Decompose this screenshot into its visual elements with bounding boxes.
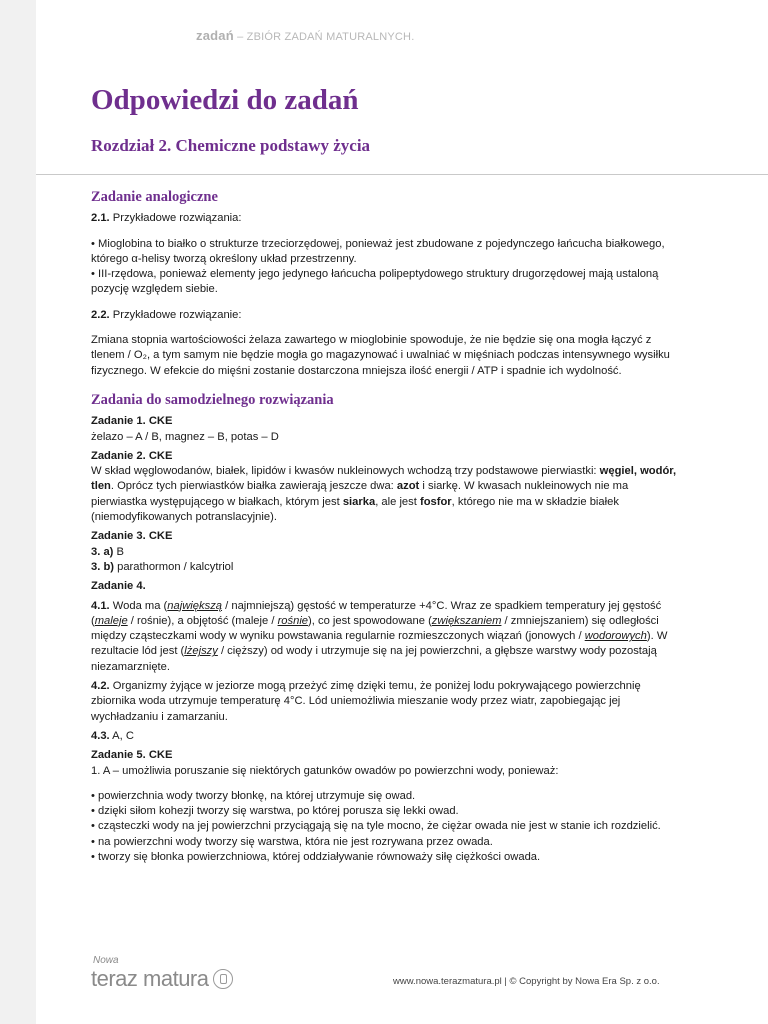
header-divider [36,174,768,175]
answer-number: 4.3. [91,729,110,742]
task-title-text: Zadanie 5. CKE [91,749,173,762]
text-run: / rośnie), a objętość (maleje / [127,614,278,627]
text-run: W skład węglowodanów, białek, lipidów i kwasów nukleinowych wchodzą trzy podstawowe pierwiastki: [91,465,600,478]
answer-2-1-label [91,211,681,226]
answer-number: 2.2. [91,308,110,321]
lightbulb-icon [213,969,233,989]
task-3-title [91,529,681,544]
bold-term: siarka [342,495,376,508]
answer-2-1-bullet: • III-rzędowa, ponieważ elementy jego jedynego łańcucha polipeptydowego struktury drugorzędowej mają ustaloną pozycję względem siebie. [91,268,659,296]
bold-term: azot [396,480,420,493]
task-4-title [91,579,681,594]
task-title-text: Zadanie 4. [91,580,146,593]
logo-small-text: Nowa [93,955,119,966]
answer-2-2-text: Zmiana stopnia wartościowości żelaza zawartego w mioglobinie spowoduje, że nie będzie się ona mogła łączyć z tlenem / O₂, a tym samym nie będzie mogła go magazynować i uwalniać w mięśniach podczas intensywnego wysiłku fizycznego. W efekcie do mięśni zostanie dostarczona mniejsza ilość energii / ATP i spadnie ich wydolność. [91,334,670,377]
task-2-title [91,449,681,464]
task-3a-answer [91,545,681,560]
task-5-intro: 1. A – umożliwia poruszanie się niektórych gatunków owadów po powierzchni wody, ponieważ: [91,764,559,777]
footer-copyright: www.nowa.terazmatura.pl | © Copyright by Nowa Era Sp. z o.o. [393,976,660,987]
header-subtitle: – ZBIÓR ZADAŃ MATURALNYCH. [233,31,415,43]
task-5-bullet: • cząsteczki wody na jej powierzchni przyciągają się na tyle mocno, że ciężar owada nie jest w stanie ich rozdzielić. [91,820,661,833]
running-header [196,28,414,43]
logo-main-text: teraz matura [91,966,209,991]
task-title-text: Zadanie 1. CKE [91,415,173,428]
publisher-logo [91,955,233,992]
text-run: Woda ma ( [109,599,168,612]
answer-number: 3. b) [91,560,114,573]
page-title: Odpowiedzi do zadań [91,84,359,116]
section-heading-independent: Zadania do samodzielnego rozwiązania [91,391,334,408]
bold-term: węgiel, wodór, tlen [91,465,677,493]
header-brand: zadań [196,28,234,43]
task-5-title [91,748,681,763]
section-heading-analogous: Zadanie analogiczne [91,189,218,205]
text-run: / zmniejszaniem) się odległości między cząsteczkami wody w wyniku powstawania regularnie rozmieszczonych wiązań (jonowych / [91,614,659,643]
answer-number: 4.2. [91,680,110,693]
text-run: ). W rezultacie lód jest ( [91,630,668,658]
answers-content [91,190,681,865]
selected-option: lżejszy [184,645,218,658]
task-1-title [91,414,681,429]
selected-option: maleje [94,614,128,627]
left-margin-strip [0,0,36,1024]
task-3b-answer [91,560,681,575]
answer-2-1-bullet: • Mioglobina to białko o strukturze trzeciorzędowej, ponieważ jest zbudowane z pojedynczego łańcucha białkowego, którego α-helisy tworzą określony układ przestrzenny. [91,237,665,265]
answer-number: 3. a) [91,545,114,558]
task-title-text: Zadanie 3. CKE [91,530,173,543]
answer-2-2-label [91,308,681,323]
answer-text: parathormon / kalcytriol [114,560,234,573]
task-4-3-answer [91,729,681,744]
answer-label: Przykładowe rozwiązanie: [109,308,242,321]
document-page [36,0,768,1024]
text-run: / cięższy) od wody i utrzymuje się na jej powierzchni, a głębsze warstwy wody pozostają niezamarznięte. [91,645,657,673]
task-4-1-answer [91,599,681,675]
task-5-bullet: • powierzchnia wody tworzy błonkę, na której utrzymuje się owad. [91,789,416,802]
text-run: , którego nie ma w składzie białek (niemodyfikowanych potranslacyjnie). [91,495,619,524]
answer-text: A, C [109,729,134,742]
text-run: / najmniejszą) gęstość w temperaturze +4°C. Wraz ze spadkiem temperatury jej gęstość ( [91,599,662,627]
task-4-2-answer [91,679,681,725]
selected-option: rośnie [277,614,309,627]
task-title-text: Zadanie 2. CKE [91,449,173,462]
selected-option: zwiększaniem [431,614,502,627]
text-run: i siarkę. W kwasach nukleinowych nie ma pierwiastka występującego w białkach, którym jest [91,480,629,508]
answer-text: Organizmy żyjące w jeziorze mogą przeżyć zimę dzięki temu, że poniżej lodu pokrywającego powierzchnię zbiornika woda utrzymuje temperaturę 4°C. Lód uniemożliwia mieszanie wody przez wiatr, zapobiegając jej wychładzaniu i zamarzaniu. [91,680,641,723]
task-1-answer: żelazo – A / B, magnez – B, potas – D [91,430,279,443]
task-5-bullet: • na powierzchni wody tworzy się warstwa, która nie jest rozrywana przez owada. [91,835,493,848]
task-5-bullet: • tworzy się błonka powierzchniowa, której oddziaływanie równoważy siłę ciężkości owada. [91,850,541,863]
text-run: . Oprócz tych pierwiastków białka zawierają jeszcze dwa: [110,480,397,493]
task-2-answer [91,464,681,525]
answer-label: Przykładowe rozwiązania: [109,212,242,225]
text-run: ), co jest spowodowane ( [308,614,432,627]
selected-option: wodorowych [584,630,647,643]
answer-number: 4.1. [91,599,110,612]
chapter-title: Rozdział 2. Chemiczne podstawy życia [91,136,371,155]
selected-option: największą [167,599,223,612]
answer-text: B [113,545,124,558]
bold-term: fosfor [419,495,452,508]
answer-number: 2.1. [91,212,110,225]
text-run: , ale jest [375,495,420,508]
task-5-bullet: • dzięki siłom kohezji tworzy się warstwa, po której porusza się lekki owad. [91,805,459,818]
